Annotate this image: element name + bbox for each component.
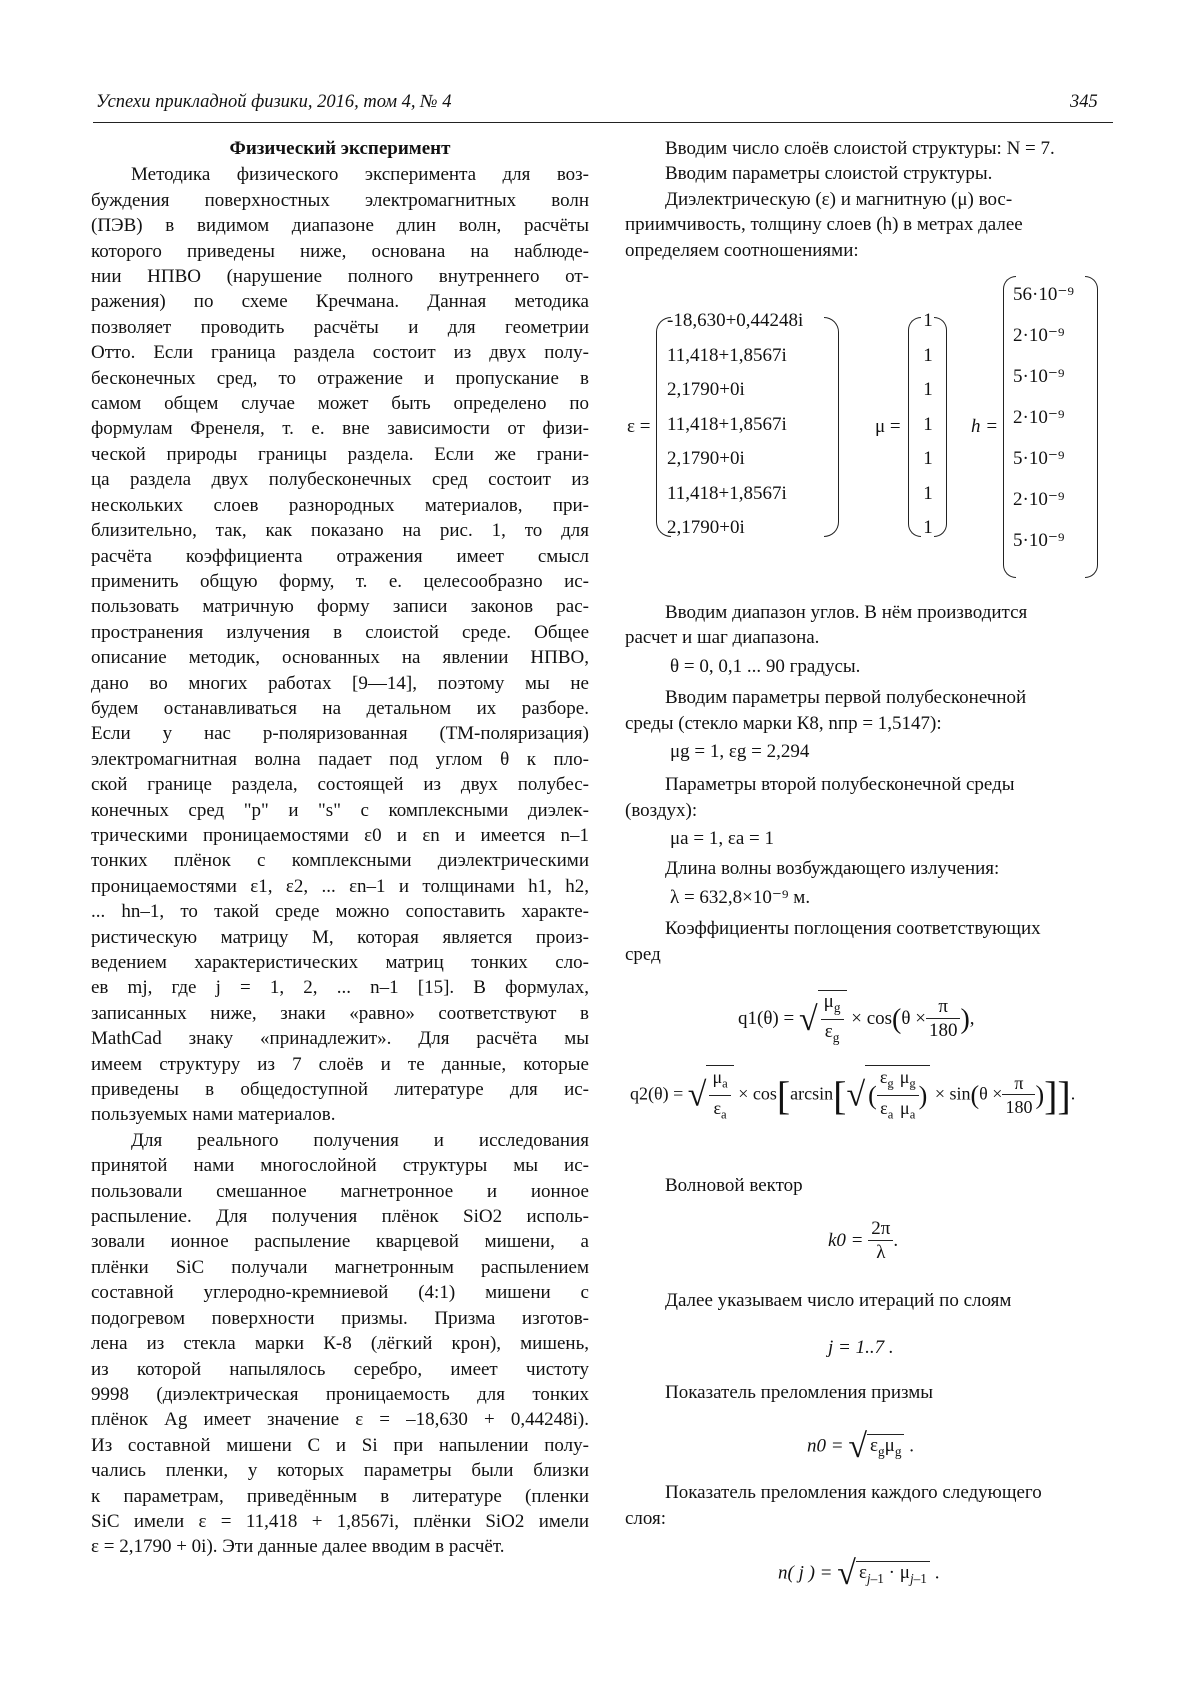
h-right-paren	[1085, 276, 1098, 578]
medium1-line-1: Вводим параметры первой полубесконечной	[665, 687, 1027, 709]
matrix-cell: 11,418+1,8567i	[667, 482, 787, 504]
mu-label: μ =	[875, 416, 901, 437]
matrix-cell: 1	[923, 448, 933, 469]
paragraph-line: MathCad знаку «принадлежит». Для расчёта мы	[91, 1028, 589, 1050]
paragraph-line: применить общую форму, т. е. целесообразно ис-	[91, 570, 589, 592]
matrix-cell: 1	[923, 517, 933, 538]
wavelength-text: Длина волны возбуждающего излучения:	[665, 857, 1000, 879]
k0-equation: k0 = $\frac{2\pi}{\lambda}$ .	[828, 1218, 899, 1263]
matrix-cell: 5·10⁻⁹	[1013, 366, 1065, 387]
matrix-cell: 1	[923, 344, 933, 366]
matrix-cell: 2·10⁻⁹	[1013, 325, 1065, 346]
k0-lhs: k0 =	[828, 1229, 864, 1251]
paragraph-line: будем останавливаться на детальном их разборе.	[91, 697, 589, 719]
paragraph-line: самом общем случае может быть определено по	[91, 393, 589, 415]
matrix-block	[625, 284, 1115, 580]
paragraph-line: трическими проницаемостями ε0 и εn и имеется n–1	[91, 824, 589, 846]
header-rule	[93, 122, 1113, 123]
page-number: 345	[1070, 92, 1098, 112]
n0-lhs: n0 =	[807, 1435, 844, 1457]
iterations-equation	[828, 1337, 894, 1359]
matrix-cell: 5·10⁻⁹	[1013, 530, 1065, 551]
paragraph-line: зовали ионное распыление кварцевой мишени, а	[91, 1231, 589, 1253]
medium1-equation: μg = 1, εg = 2,294	[670, 741, 810, 763]
epsilon-matrix	[667, 304, 837, 546]
paragraph-line: пространения излучения в слоистой среде. Общее	[91, 621, 589, 643]
paragraph-line: ведением характеристических матриц тонких сло-	[91, 952, 589, 973]
eps-right-paren	[824, 317, 839, 537]
paragraph-line: проницаемостями ε1, ε2, ... εn–1 и толщинами h1, h2,	[91, 875, 589, 897]
right-column-lower	[625, 600, 1113, 967]
paragraph-line: позволяет проводить расчёты и для геометрии	[91, 316, 589, 338]
iterations-text: Далее указываем число итераций по слоям	[665, 1290, 1012, 1311]
paragraph-line: тонких плёнок с комплексными диэлектрическими	[91, 850, 589, 872]
paragraph-line: подогревом поверхности призмы. Призма изготов-	[91, 1307, 589, 1329]
matrix-cell: 5·10⁻⁹	[1013, 448, 1065, 469]
matrix-cell: 1	[923, 413, 933, 435]
paragraph-line: плёнки SiC получали магнетронным распылением	[91, 1256, 589, 1278]
matrix-cell: 2,1790+0i	[667, 379, 745, 400]
nj-lhs: n( j ) =	[778, 1562, 833, 1584]
matrix-cell: 1	[923, 379, 933, 400]
q2-lhs: q2(θ) =	[630, 1083, 684, 1104]
q2-equation: q2(θ) = √ $\frac{\mu_a}{\varepsilon_a}$ × cos[arcsin[√ ( $\frac{\varepsilon_g}{\varepsilon_a}$ $\frac{\mu_g}{\mu_a}$ ) × sin(θ × $\frac{\pi}{180}$ )]].	[630, 1065, 1075, 1126]
susceptibility-line-1: Диэлектрическую (ε) и магнитную (μ) вос-	[665, 188, 1013, 210]
params-line: Вводим параметры слоистой структуры.	[665, 163, 993, 185]
paragraph-line: плёнок Ag имеет значение ε = –18,630 + 0,44248i).	[91, 1409, 589, 1431]
paragraph-method	[91, 162, 589, 1127]
paragraph-line: конечных сред "p" и "s" с комплексными диэлек-	[91, 799, 589, 821]
paragraph-line: к параметрам, приведённым в литературе (пленки	[91, 1485, 589, 1507]
paragraph-line: нескольких слоев разнородных материалов, при-	[91, 494, 589, 516]
section-title: Физический эксперимент	[229, 138, 451, 159]
paragraph-line: распыление. Для получения плёнок SiO2 исполь-	[91, 1206, 589, 1228]
next-layer-text-1: Показатель преломления каждого следующего	[665, 1482, 1042, 1503]
matrix-cell: 11,418+1,8567i	[667, 413, 787, 435]
matrix-cell: 2·10⁻⁹	[1013, 407, 1065, 428]
paragraph-line: электромагнитная волна падает под углом θ к пло-	[91, 748, 589, 770]
theta-equation: θ = 0, 0,1 ... 90 градусы.	[670, 655, 861, 677]
paragraph-line: ε = 2,1790 + 0i). Эти данные далее вводим в расчёт.	[91, 1536, 505, 1558]
paragraph-line: Из составной мишени C и Si при напылении полу-	[91, 1434, 589, 1456]
matrix-cell: 11,418+1,8567i	[667, 344, 787, 366]
h-matrix	[1013, 274, 1085, 561]
nj-equation: n( j ) = √ $\varepsilon_{j-1} \cdot \mu_{j-1}$ .	[778, 1555, 940, 1592]
paragraph-line: пользуемых нами материалов.	[91, 1104, 336, 1126]
paragraph-line: принятой нами многослойной структуры мы ис-	[91, 1155, 589, 1177]
paragraph-fabrication	[91, 1128, 589, 1560]
journal-header: Успехи прикладной физики, 2016, том 4, № 4	[96, 92, 452, 112]
paragraph-line: пользовать матричную форму записи законов рас-	[91, 596, 589, 618]
paragraph-line: Для реального получения и исследования	[131, 1129, 589, 1151]
mu-right-paren	[934, 317, 947, 537]
susceptibility-line-2: приимчивость, толщину слоев (h) в метрах далее	[625, 214, 1023, 236]
paragraph-line: буждения поверхностных электромагнитных волн	[91, 189, 589, 211]
matrix-cell: 2,1790+0i	[667, 517, 745, 538]
right-column	[625, 136, 1113, 263]
medium2-line-2: (воздух):	[625, 799, 698, 821]
paragraph-line: ражения) по схеме Кречмана. Данная методика	[91, 291, 589, 313]
paragraph-line: Отто. Если граница раздела состоит из двух полу-	[91, 342, 589, 364]
matrix-cell: -18,630+0,44248i	[667, 310, 804, 331]
paragraph-line: дано во многих работах [9—14], поэтому мы не	[91, 672, 589, 694]
iterations-eq-text: j = 1..7 .	[828, 1337, 894, 1358]
prism-index-text: Показатель преломления призмы	[665, 1382, 934, 1403]
paragraph-line: описание методик, основанных на явлении НПВО,	[91, 647, 589, 669]
absorption-line-1: Коэффициенты поглощения соответствующих	[665, 918, 1041, 940]
paragraph-line: SiC имели ε = 11,418 + 1,8567i, плёнки SiO2 имели	[91, 1510, 589, 1532]
layers-count-line: Вводим число слоёв слоистой структуры: N = 7.	[665, 138, 1055, 159]
paragraph-line: записанных ниже, знаки «равно» соответствуют в	[91, 1002, 589, 1024]
wavevector-text: Волновой вектор	[665, 1175, 803, 1196]
n0-equation: n0 = √ $\varepsilon_g\mu_g$ .	[807, 1428, 914, 1465]
paragraph-line: бесконечных сред, то отражение и пропускание в	[91, 367, 589, 389]
q1-lhs: q1(θ) =	[738, 1008, 795, 1030]
paragraph-line: ристическую матрицу M, которая является произ-	[91, 926, 589, 948]
paragraph-line: пользовали смешанное магнетронное и ионное	[91, 1180, 589, 1202]
paragraph-line: нии НПВО (нарушение полного внутреннего от-	[91, 266, 589, 288]
angles-line-1: Вводим диапазон углов. В нём производится	[665, 602, 1028, 623]
q1-equation: q1(θ) = √ $\frac{\mu_g}{\varepsilon_g}$ × cos(θ × $\frac{\pi}{180}$ ),	[738, 990, 975, 1050]
paragraph-line: которого приведены ниже, основана на наблюде-	[91, 240, 589, 262]
paragraph-line: (ПЭВ) в видимом диапазоне длин волн, расчёты	[91, 215, 589, 237]
matrix-cell: 56·10⁻⁹	[1013, 284, 1074, 305]
epsilon-label: ε =	[627, 416, 651, 437]
matrix-cell: 1	[923, 310, 933, 331]
paragraph-line: ческой природы границы раздела. Если же грани-	[91, 443, 589, 465]
paragraph-line: приведены в общедоступной литературе для ис-	[91, 1079, 589, 1101]
paragraph-line: составной углеродно-кремниевой (4:1) мишени с	[91, 1282, 589, 1304]
paragraph-line: ца раздела двух полубесконечных сред состоит из	[91, 469, 589, 491]
paragraph-line: расчёта коэффициента отражения имеет смысл	[91, 545, 589, 567]
paragraph-line: ... hn–1, то такой среде можно сопоставить характе-	[91, 901, 589, 923]
susceptibility-line-3: определяем соотношениями:	[625, 239, 859, 261]
medium1-line-2: среды (стекло марки К8, nпр = 1,5147):	[625, 712, 942, 734]
paragraph-line: 9998 (диэлектрическая проницаемость для тонких	[91, 1383, 589, 1405]
paragraph-line: чались пленки, у которых параметры были близки	[91, 1460, 589, 1482]
matrix-cell: 2·10⁻⁹	[1013, 489, 1065, 510]
next-layer-text-2: слоя:	[625, 1508, 667, 1529]
matrix-cell: 2,1790+0i	[667, 448, 745, 469]
paragraph-line: из которой напылялось серебро, имеет чистоту	[91, 1358, 589, 1380]
absorption-line-2: сред	[625, 943, 661, 965]
paragraph-line: близительно, так, как показано на рис. 1, то для	[91, 520, 589, 542]
left-column	[91, 136, 589, 1560]
medium2-equation: μa = 1, εa = 1	[670, 828, 774, 850]
paragraph-line: формулам Френеля, т. е. вне зависимости от физи-	[91, 418, 589, 440]
h-label: h =	[971, 416, 999, 437]
angles-line-2: расчет и шаг диапазона.	[625, 627, 820, 649]
paragraph-line: лена из стекла марки К-8 (лёгкий крон), мишень,	[91, 1333, 589, 1355]
medium2-line-1: Параметры второй полубесконечной среды	[665, 774, 1015, 796]
paragraph-line: Если у нас p-поляризованная (ТМ-поляризация)	[91, 723, 589, 745]
paragraph-line: ев mj, где j = 1, 2, ... n–1 [15]. В формулах,	[91, 977, 589, 999]
paragraph-line: Методика физического эксперимента для воз-	[131, 164, 589, 186]
paragraph-line: ской границе раздела, состоящей из двух полубес-	[91, 774, 589, 796]
matrix-cell: 1	[923, 482, 933, 504]
wavelength-equation: λ = 632,8×10⁻⁹ м.	[670, 887, 811, 909]
paragraph-line: имеем структуру из 7 слоёв и те данные, которые	[91, 1053, 589, 1075]
